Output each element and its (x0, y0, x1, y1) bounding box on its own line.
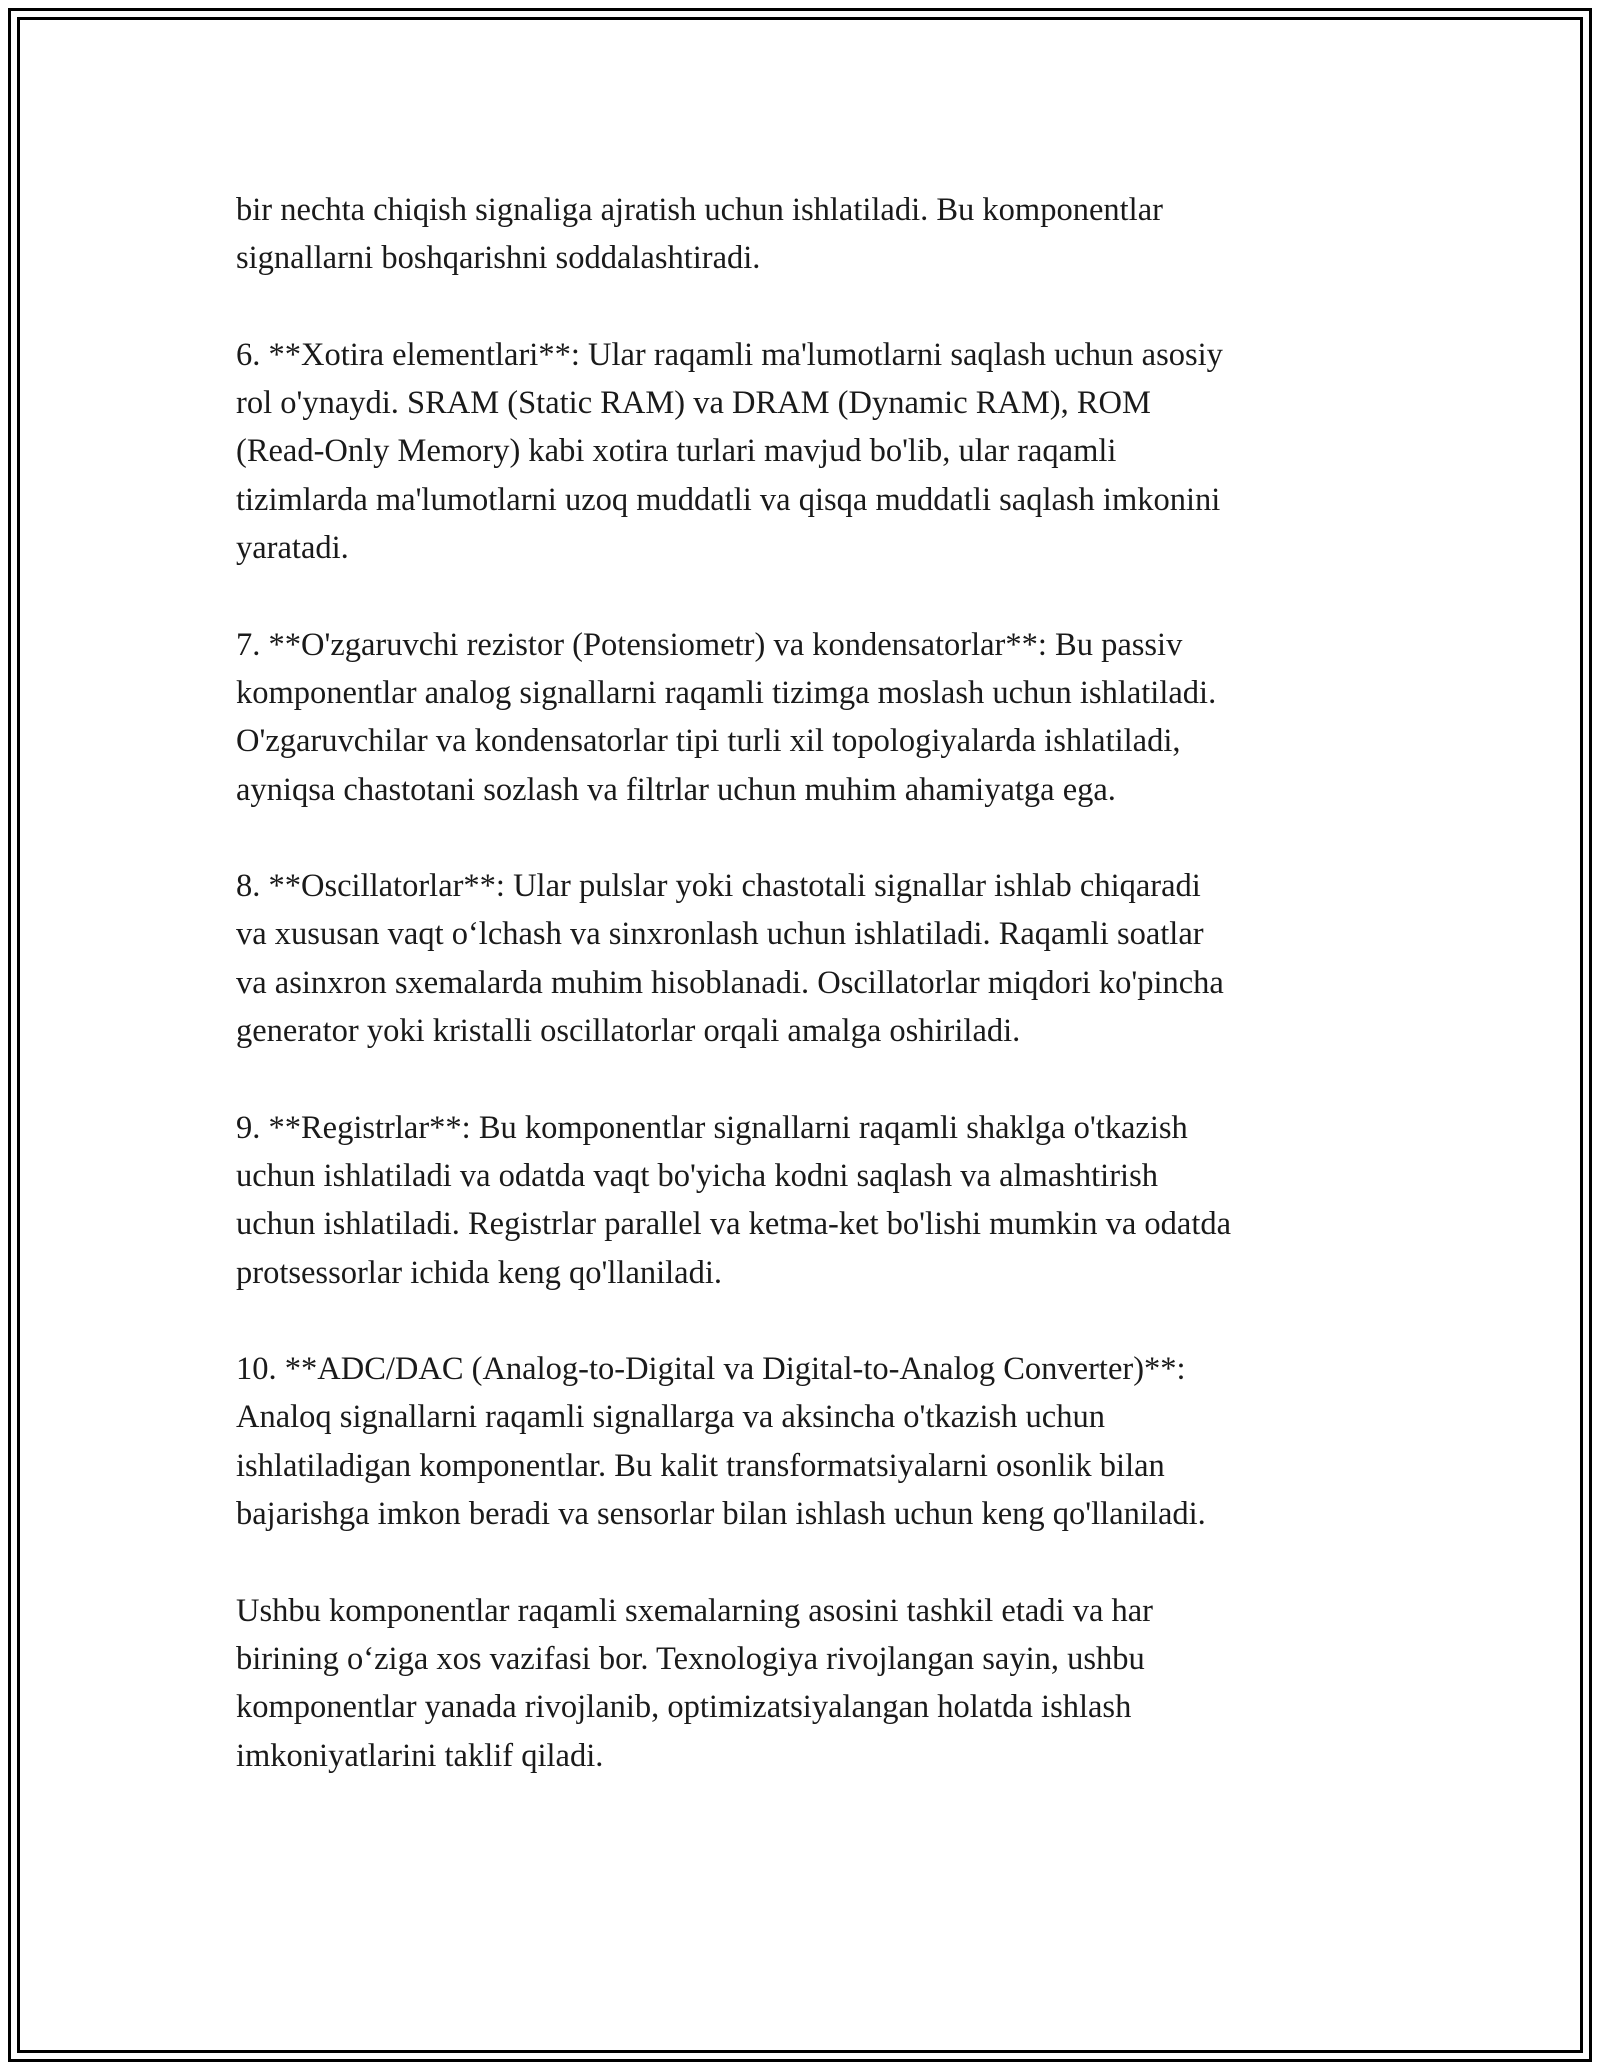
paragraph-item-8-oscillators: 8. **Oscillatorlar**: Ular pulslar yoki chastotali signallar ishlab chiqaradi va xususan vaqt o‘lchash va sinxronlash uchun ishlatiladi. Raqamli soatlar va asinxron sxemalarda muhim hisoblanadi. Oscillatorlar miqdori ko'pincha generator yoki kristalli oscillatorlar orqali amalga oshiriladi. (236, 868, 1224, 1050)
paragraph-item-10-adc-dac: 10. **ADC/DAC (Analog-to-Digital va Digital-to-Analog Converter)**: Analoq signallarni raqamli signallarga va aksincha o'tkazish uchun ishlatiladigan komponentlar. Bu kalit transformatsiyalarni osonlik bilan bajarishga imkon beradi va sensorlar bilan ishlash uchun keng qo'llaniladi. (236, 1351, 1206, 1533)
paragraph-item-6-memory-elements: 6. **Xotira elementlari**: Ular raqamli ma'lumotlarni saqlash uchun asosiy rol o'ynaydi. SRAM (Static RAM) va DRAM (Dynamic RAM), ROM (Read-Only Memory) kabi xotira turlari mavjud bo'lib, ular raqamli tizimlarda ma'lumotlarni uzoq muddatli va qisqa muddatli saqlash imkonini yaratadi. (236, 336, 1223, 567)
document-body (236, 186, 1376, 1828)
paragraph-continuation: bir nechta chiqish signaliga ajratish uchun ishlatiladi. Bu komponentlar signallarni boshqarishni soddalashtiradi. (236, 192, 1163, 277)
paragraph-item-9-registers: 9. **Registrlar**: Bu komponentlar signallarni raqamli shaklga o'tkazish uchun ishlatiladi va odatda vaqt bo'yicha kodni saqlash va almashtirish uchun ishlatiladi. Registrlar parallel va ketma-ket bo'lishi mumkin va odatda protsessorlar ichida keng qo'llaniladi. (236, 1109, 1232, 1291)
paragraph-conclusion: Ushbu komponentlar raqamli sxemalarning asosini tashkil etadi va har birining o‘ziga xos vazifasi bor. Texnologiya rivojlangan sayin, ushbu komponentlar yanada rivojlanib, optimizatsiyalangan holatda ishlash imkoniyatlarini taklif qiladi. (236, 1592, 1153, 1774)
paragraph-item-7-resistors-capacitors: 7. **O'zgaruvchi rezistor (Potensiometr) va kondensatorlar**: Bu passiv komponentlar analog signallarni raqamli tizimga moslash uchun ishlatiladi. O'zgaruvchilar va kondensatorlar tipi turli xil topologiyalarda ishlatiladi, ayniqsa chastotani sozlash va filtrlar uchun muhim ahamiyatga ega. (236, 626, 1217, 808)
